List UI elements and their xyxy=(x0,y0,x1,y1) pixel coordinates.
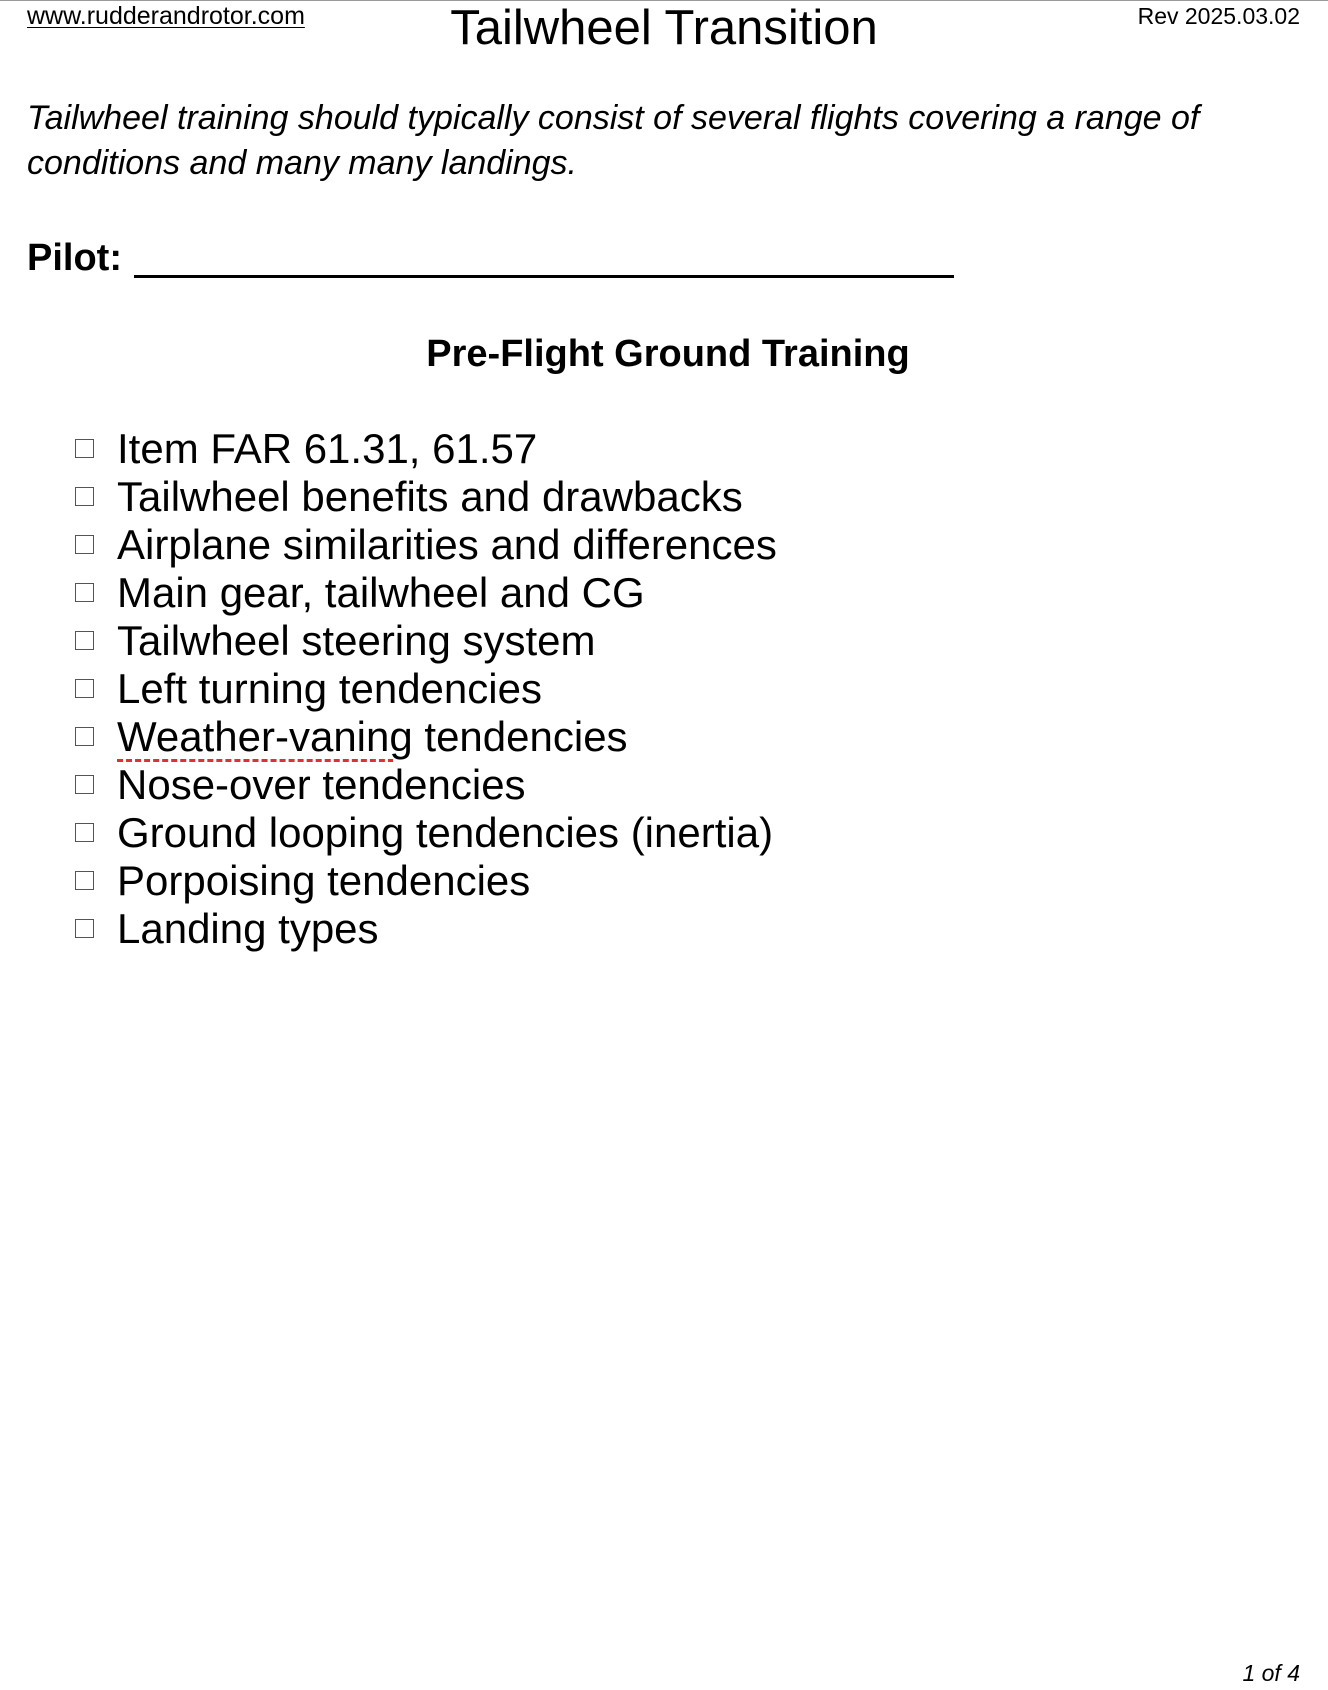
checklist-item[interactable] xyxy=(75,521,777,569)
checklist-item-label: Landing types xyxy=(117,905,379,952)
document-title: Tailwheel Transition xyxy=(450,1,878,55)
checkbox[interactable] xyxy=(75,775,94,794)
checkbox[interactable] xyxy=(75,535,94,554)
checklist-item[interactable] xyxy=(75,665,777,713)
checklist-item[interactable] xyxy=(75,569,777,617)
checklist-item[interactable] xyxy=(75,905,777,953)
checklist-item-label: Porpoising tendencies xyxy=(117,857,531,904)
checklist-item[interactable] xyxy=(75,473,777,521)
checklist-item-label: Ground looping tendencies (inertia) xyxy=(117,809,774,856)
checklist-item-label-rest: tendencies xyxy=(412,713,628,760)
checklist-item-label xyxy=(117,713,628,761)
pilot-label: Pilot: xyxy=(27,237,122,279)
pilot-field-row xyxy=(27,234,954,282)
checkbox[interactable] xyxy=(75,727,94,746)
checklist-item-label: Main gear, tailwheel and CG xyxy=(117,569,645,616)
checklist-item-label: Tailwheel benefits and drawbacks xyxy=(117,473,743,520)
checklist-item-label: Item FAR 61.31, 61.57 xyxy=(117,425,538,472)
intro-text: Tailwheel training should typically consist of several flights covering a range of conditions and many many landings. xyxy=(27,99,1200,182)
checklist-item[interactable] xyxy=(75,713,777,761)
checklist-item[interactable] xyxy=(75,425,777,473)
checklist-item[interactable] xyxy=(75,809,777,857)
pilot-name-field[interactable] xyxy=(134,235,954,278)
checklist-item[interactable] xyxy=(75,761,777,809)
checkbox[interactable] xyxy=(75,439,94,458)
revision-label: Rev 2025.03.02 xyxy=(1137,3,1300,29)
page-indicator: 1 of 4 xyxy=(1242,1660,1300,1686)
website-link[interactable]: www.rudderandrotor.com xyxy=(27,2,305,30)
checkbox[interactable] xyxy=(75,679,94,698)
checklist-item[interactable] xyxy=(75,857,777,905)
checkbox[interactable] xyxy=(75,487,94,506)
checklist-item[interactable] xyxy=(75,617,777,665)
checklist-item-label: Left turning tendencies xyxy=(117,665,542,712)
checkbox[interactable] xyxy=(75,871,94,890)
checklist-item-label: Airplane similarities and differences xyxy=(117,521,777,568)
checkbox[interactable] xyxy=(75,823,94,842)
section-heading: Pre-Flight Ground Training xyxy=(426,333,910,375)
spellcheck-flagged-word[interactable]: Weather-vaning xyxy=(117,713,413,760)
ground-training-checklist xyxy=(75,425,777,953)
checkbox[interactable] xyxy=(75,919,94,938)
checklist-item-label: Nose-over tendencies xyxy=(117,761,526,808)
checkbox[interactable] xyxy=(75,631,94,650)
checkbox[interactable] xyxy=(75,583,94,602)
checklist-item-label: Tailwheel steering system xyxy=(117,617,596,664)
